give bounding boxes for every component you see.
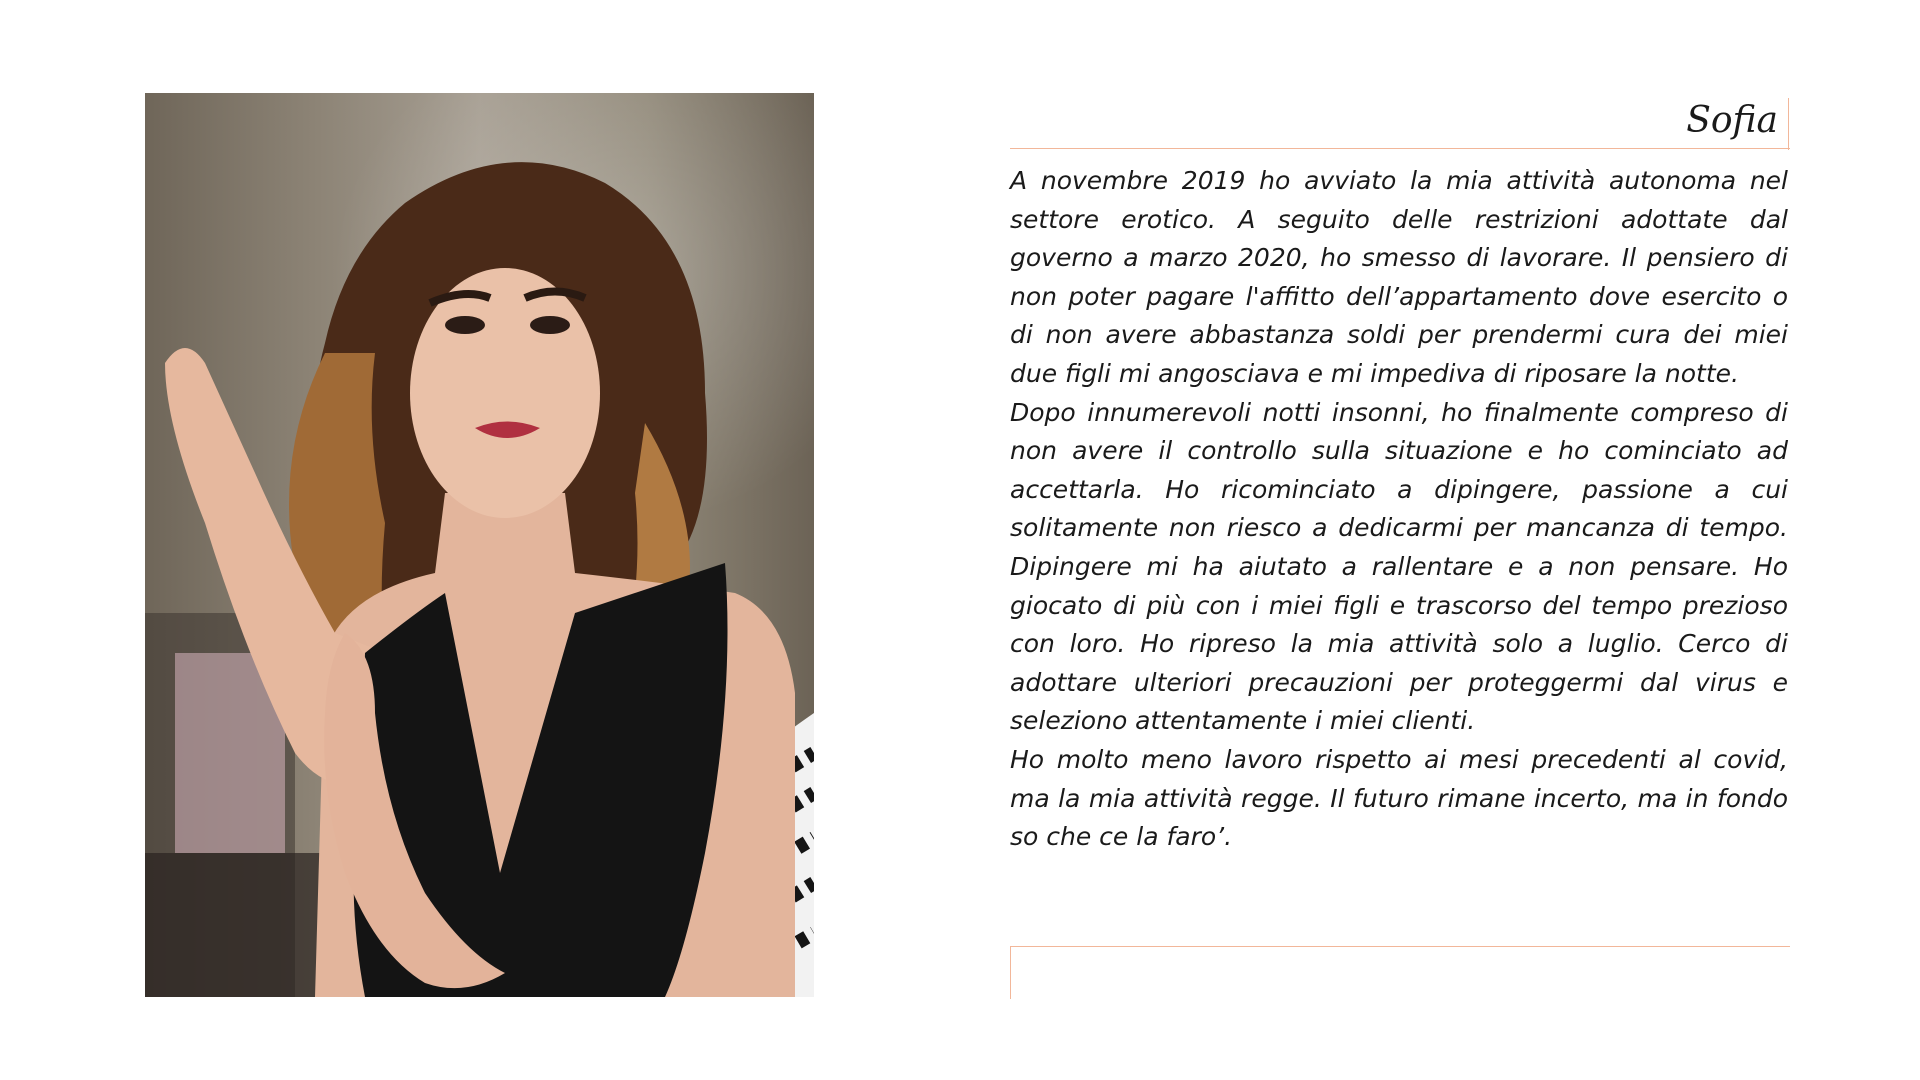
frame-bottom-line — [1010, 946, 1790, 947]
face — [410, 268, 600, 518]
frame-bottom-left-line — [1010, 946, 1011, 999]
left-eye — [445, 316, 485, 334]
story-paragraph-2: Dopo innumerevoli notti insonni, ho finalmente compreso di non avere il controllo sulla situazione e ho cominciato ad accettarla. Ho ricominciato a dipingere, passione a cui solitamente non riesco a dedicarmi per mancanza di tempo. Dipingere mi ha aiutato a rallentare e a non pensare. Ho giocato di più con i miei figli e trascorso del tempo prezioso con loro. Ho ripreso la mia attività solo a luglio. Cerco di adottare ulteriori precauzioni per proteggermi dal virus e seleziono attentamente i miei clienti. — [1010, 397, 1788, 736]
person-name: Sofia — [1686, 100, 1778, 141]
portrait-illustration — [145, 93, 814, 997]
story-paragraph-3: Ho molto meno lavoro rispetto ai mesi precedenti al covid, ma la mia attività regge. Il futuro rimane incerto, ma in fondo so che ce la faro’. — [1010, 744, 1788, 852]
frame-top-line — [1010, 148, 1790, 149]
background-dark-floor — [145, 853, 345, 997]
story-paragraph-1: A novembre 2019 ho avviato la mia attività autonoma nel settore erotico. A seguito delle restrizioni adottate dal governo a marzo 2020, ho smesso di lavorare. Il pensiero di non poter pagare l'affitto dell’appartamento dove esercito o di non avere abbastanza soldi per prendermi cura dei miei due figli mi angosciava e mi impediva di riposare la notte. — [1010, 166, 1788, 388]
story-text — [1010, 162, 1788, 857]
right-eye — [530, 316, 570, 334]
portrait-photo — [145, 93, 814, 997]
frame-top-right-line — [1788, 98, 1789, 150]
